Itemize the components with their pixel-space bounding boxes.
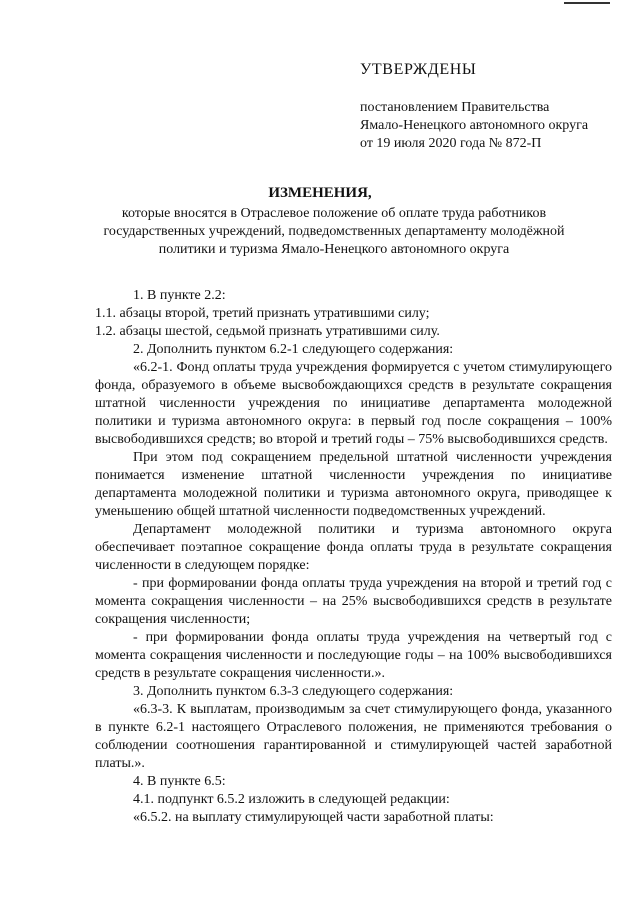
paragraph-6-2-1: «6.2-1. Фонд оплаты труда учреждения формируется с учетом стимулирующего фонда, образуемого в объеме высвобождающихся средств в результате сокращения штатной численности учреждения по инициативе департамента молодежной политики и туризма автономного округа: в первый год после сокращения – 100% высвободившихся средств; во второй и третий годы – 75% высвободившихся средств. [95, 360, 612, 447]
paragraph-reduction-definition: При этом под сокращением предельной штатной численности учреждения понимается изменение штатной численности учреждения по инициативе департамента молодежной политики и туризма автономного округа, приводящее к уменьшению общей штатной численности подведомственных учреждений. [95, 450, 612, 519]
paragraph-item-1-2: 1.2. абзацы шестой, седьмой признать утратившими силу. [95, 324, 440, 339]
paragraph-item-4: 4. В пункте 6.5: [133, 774, 226, 789]
document-body [95, 287, 612, 827]
paragraph-department-procedure: Департамент молодежной политики и туризма автономного округа обеспечивает поэтапное сокращение фонда оплаты труда в результате сокращения численности в следующем порядке: [95, 522, 612, 573]
paragraph-item-1: 1. В пункте 2.2: [133, 288, 226, 303]
paragraph-item-4-1: 4.1. подпункт 6.5.2 изложить в следующей редакции: [133, 792, 450, 807]
paragraph-bullet-fourth-year: - при формировании фонда оплаты труда учреждения на четвертый год с момента сокращения численности и последующие годы – на 100% высвободившихся средств в результате сокращения численности.». [95, 630, 612, 681]
paragraph-item-2: 2. Дополнить пунктом 6.2-1 следующего содержания: [133, 342, 454, 357]
paragraph-item-1-1: 1.1. абзацы второй, третий признать утратившими силу; [95, 306, 430, 321]
paragraph-bullet-second-third-year: - при формировании фонда оплаты труда учреждения на второй и третий год с момента сокращения численности – на 25% высвободившихся средств в результате сокращения численности; [95, 576, 612, 627]
approval-line-1: постановлением Правительства [360, 100, 550, 115]
document-heading: ИЗМЕНЕНИЯ, [268, 185, 372, 201]
approval-title: УТВЕРЖДЕНЫ [360, 61, 477, 78]
subtitle-line-1: которые вносятся в Отраслевое положение об оплате труда работников [121, 206, 547, 221]
paragraph-6-3-3: «6.3-3. К выплатам, производимым за счет стимулирующего фонда, указанного в пункте 6.2-1 настоящего Отраслевого положения, не применяются требования о соблюдении соотношения гарантированной и стимулирующей частей заработной платы.». [95, 702, 612, 771]
approval-line-3: от 19 июля 2020 года № 872-П [360, 136, 542, 151]
paragraph-item-3: 3. Дополнить пунктом 6.3-3 следующего содержания: [133, 684, 454, 699]
paragraph-6-5-2: «6.5.2. на выплату стимулирующей части заработной платы: [133, 810, 494, 825]
approval-line-2: Ямало-Ненецкого автономного округа [360, 118, 589, 133]
subtitle-line-2: государственных учреждений, подведомственных департаменту молодёжной [103, 224, 565, 239]
subtitle-line-3: политики и туризма Ямало-Ненецкого автономного округа [158, 242, 510, 257]
scan-mark [564, 2, 610, 4]
